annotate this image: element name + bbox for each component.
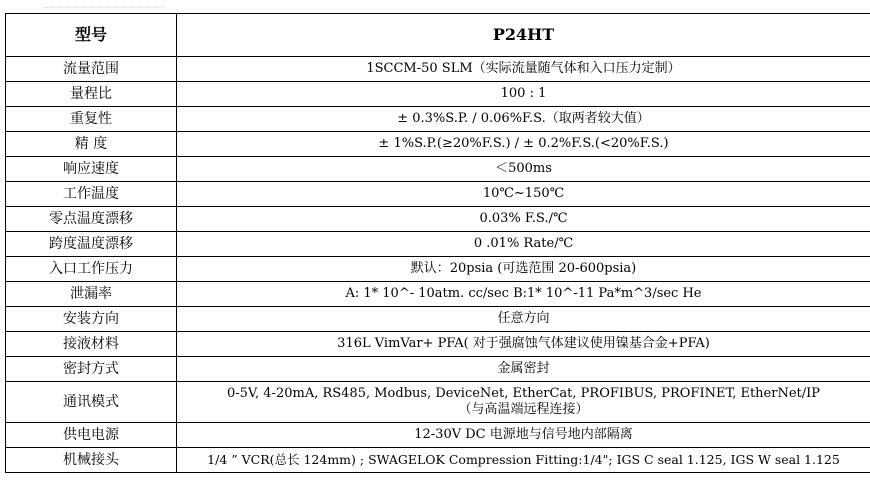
row-label-inlet-pressure: 入口工作压力 <box>6 257 177 282</box>
table-row <box>6 107 870 132</box>
table-row <box>6 157 870 182</box>
row-label-response-time: 响应速度 <box>6 157 177 182</box>
table-row <box>6 82 870 107</box>
row-label-seal-type: 密封方式 <box>6 357 177 382</box>
table-row <box>6 207 870 232</box>
table-row <box>6 357 870 382</box>
row-label-span-temp-drift: 跨度温度漂移 <box>6 232 177 257</box>
row-value-turndown: 100 : 1 <box>177 82 870 107</box>
table-row <box>6 182 870 207</box>
row-value-wetted-materials: 316L VimVar+ PFA( 对于强腐蚀气体建议使用镍基合金+PFA) <box>177 332 870 357</box>
table-row <box>6 282 870 307</box>
row-label-mounting-orientation: 安装方向 <box>6 307 177 332</box>
communication-protocols-line: 0-5V, 4-20mA, RS485, Modbus, DeviceNet, EtherCat, PROFIBUS, PROFINET, EtherNet/IP <box>226 386 821 401</box>
row-label-communication: 通讯模式 <box>6 382 177 423</box>
row-value-span-temp-drift: 0 .01% Rate/℃ <box>177 232 870 257</box>
row-value-mounting-orientation: 任意方向 <box>177 307 870 332</box>
row-label-repeatability: 重复性 <box>6 107 177 132</box>
header-label-model: 型号 <box>6 14 177 57</box>
table-row <box>6 132 870 157</box>
row-label-zero-temp-drift: 零点温度漂移 <box>6 207 177 232</box>
row-value-mechanical-fitting: 1/4 ” VCR(总长 124mm) ; SWAGELOK Compression Fitting:1/4"; IGS C seal 1.125, IGS W seal 1.125 <box>177 448 870 473</box>
row-value-accuracy: ± 1%S.P.(≥20%F.S.) / ± 0.2%F.S.(<20%F.S.) <box>177 132 870 157</box>
table-row <box>6 332 870 357</box>
row-value-power-supply: 12-30V DC 电源地与信号地内部隔离 <box>177 423 870 448</box>
row-label-accuracy: 精 度 <box>6 132 177 157</box>
table-row <box>6 382 870 423</box>
row-value-leak-rate: A: 1* 10^- 10atm. cc/sec B:1* 10^-11 Pa*m^3/sec He <box>177 282 870 307</box>
row-label-wetted-materials: 接液材料 <box>6 332 177 357</box>
table-row <box>6 57 870 82</box>
header-value-model: P24HT <box>177 14 870 57</box>
row-label-mechanical-fitting: 机械接头 <box>6 448 177 473</box>
table-row <box>6 307 870 332</box>
table-row <box>6 423 870 448</box>
row-value-flow-range: 1SCCM-50 SLM（实际流量随气体和入口压力定制） <box>177 57 870 82</box>
table-header-row <box>6 14 870 57</box>
row-value-response-time: ＜500ms <box>177 157 870 182</box>
table-row <box>6 448 870 473</box>
row-value-inlet-pressure: 默认：20psia (可选范围 20-600psia) <box>177 257 870 282</box>
row-value-operating-temperature: 10℃~150℃ <box>177 182 870 207</box>
top-edge-artifact <box>44 7 164 12</box>
table-row <box>6 232 870 257</box>
row-label-leak-rate: 泄漏率 <box>6 282 177 307</box>
spec-table <box>5 13 870 473</box>
communication-remote-note: （与高温端远程连接） <box>458 402 589 417</box>
row-label-turndown: 量程比 <box>6 82 177 107</box>
row-label-power-supply: 供电电源 <box>6 423 177 448</box>
row-value-zero-temp-drift: 0.03% F.S./℃ <box>177 207 870 232</box>
row-label-operating-temperature: 工作温度 <box>6 182 177 207</box>
row-value-repeatability: ± 0.3%S.P. / 0.06%F.S.（取两者较大值） <box>177 107 870 132</box>
row-value-communication <box>177 382 870 423</box>
row-value-seal-type: 金属密封 <box>177 357 870 382</box>
table-row <box>6 257 870 282</box>
row-label-flow-range: 流量范围 <box>6 57 177 82</box>
